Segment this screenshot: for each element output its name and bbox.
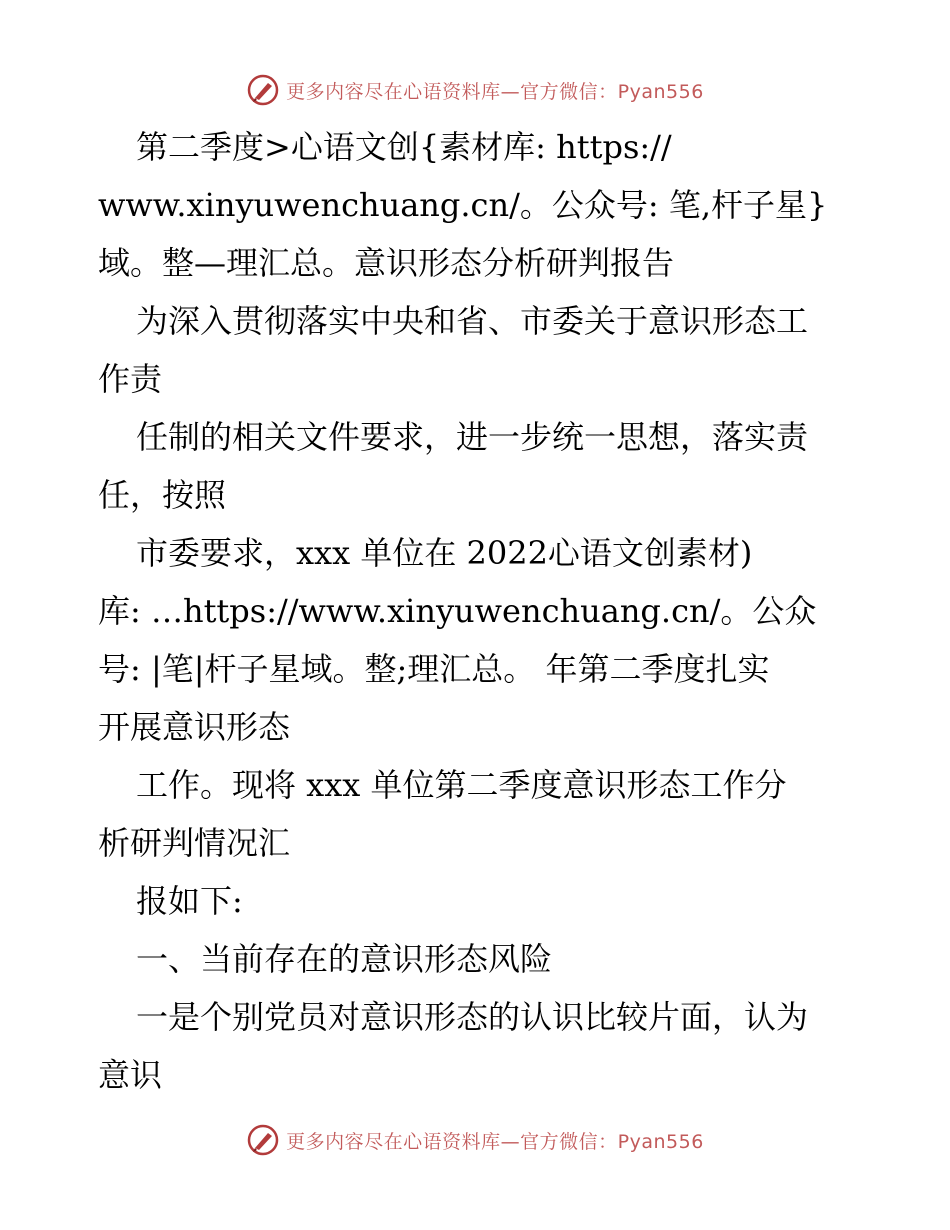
body-line: 意识 <box>98 1056 163 1094</box>
footer-banner-text: 更多内容尽在心语资料库—官方微信：Pyan556 <box>286 1130 704 1153</box>
body-line: 库: …https://www.xinyuwenchuang.cn/。公众 <box>98 592 817 630</box>
body-line: 任，按照 <box>98 476 227 514</box>
body-line: 作责 <box>98 360 163 398</box>
footer-banner <box>0 1120 950 1160</box>
body-line: 域。整—理汇总。意识形态分析研判报告 <box>98 244 675 282</box>
body-line: 市委要求，xxx 单位在 2022心语文创素材) <box>136 534 753 572</box>
body-line: 开展意识形态 <box>98 708 291 746</box>
pen-logo-icon <box>246 1123 280 1157</box>
body-line: 析研判情况汇 <box>98 824 291 862</box>
document-body <box>98 118 858 1104</box>
body-line: 一是个别党员对意识形态的认识比较片面，认为 <box>136 998 809 1036</box>
body-line: 号: |笔|杆子星域。整;理汇总。 年第二季度扎实 <box>98 650 770 688</box>
body-line: 为深入贯彻落实中央和省、市委关于意识形态工 <box>136 302 809 340</box>
body-line: 第二季度>心语文创{素材库: https:// <box>136 128 672 166</box>
section-heading: 一、当前存在的意识形态风险 <box>136 940 553 978</box>
pen-logo-icon <box>246 73 280 107</box>
header-banner <box>0 70 950 110</box>
body-line: www.xinyuwenchuang.cn/。公众号: 笔,杆子星} <box>98 186 828 224</box>
header-banner-text: 更多内容尽在心语资料库—官方微信：Pyan556 <box>286 80 704 103</box>
body-line: 报如下: <box>136 882 243 920</box>
body-line: 工作。现将 xxx 单位第二季度意识形态工作分 <box>136 766 787 804</box>
body-line: 任制的相关文件要求，进一步统一思想，落实责 <box>136 418 809 456</box>
